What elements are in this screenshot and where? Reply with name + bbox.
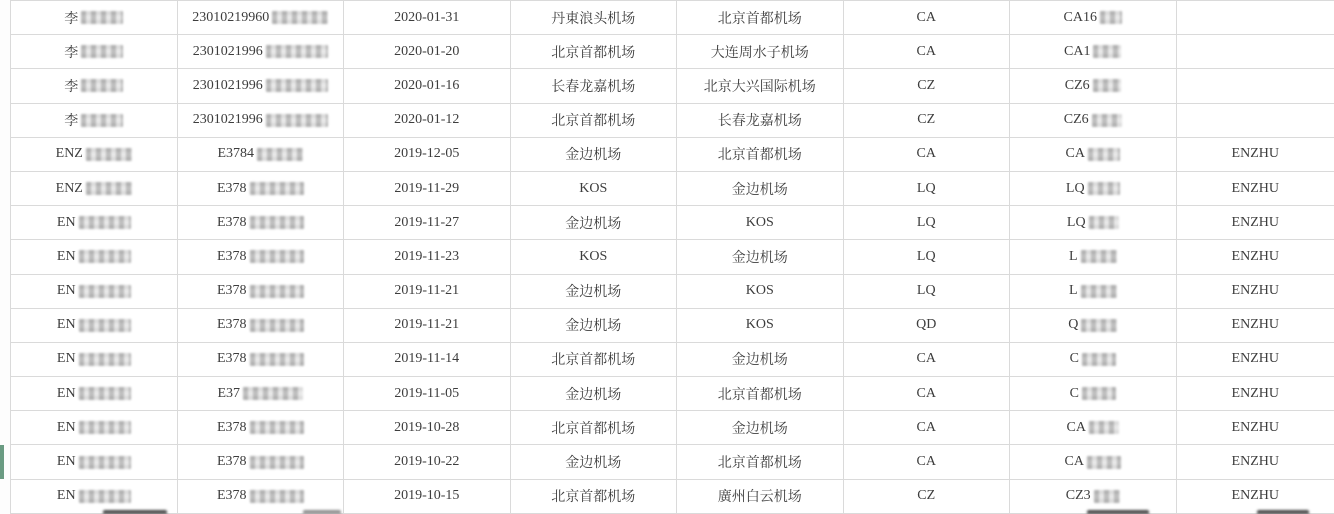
redacted-blur-patch bbox=[81, 11, 123, 24]
cell-flight-number[interactable] bbox=[1010, 1, 1177, 35]
redacted-blur-patch bbox=[1088, 182, 1120, 195]
cell-passenger-english-name[interactable]: ENZHU bbox=[1177, 411, 1334, 445]
visible-text-prefix: ENZ bbox=[55, 146, 83, 162]
redacted-blur-patch bbox=[1082, 353, 1116, 366]
redacted-blur-patch bbox=[81, 114, 123, 127]
redacted-blur-patch bbox=[79, 285, 131, 298]
cell-flight-date[interactable]: 2019-10-22 bbox=[344, 445, 511, 479]
cell-flight-date[interactable]: 2019-11-29 bbox=[344, 172, 511, 206]
redacted-blur-patch bbox=[250, 182, 304, 195]
visible-text-prefix: CA bbox=[1065, 146, 1085, 162]
visible-text-prefix: EN bbox=[56, 248, 76, 264]
cell-flight-date[interactable]: 2020-01-31 bbox=[344, 1, 511, 35]
cell-document-number[interactable] bbox=[178, 377, 345, 411]
redacted-blur-patch bbox=[86, 182, 132, 195]
partial-next-row-redaction bbox=[103, 510, 167, 514]
cell-document-number[interactable] bbox=[178, 69, 345, 103]
cell-arrival-airport[interactable]: 北京大兴国际机场 bbox=[677, 69, 844, 103]
cell-passenger-name[interactable] bbox=[11, 411, 178, 445]
cell-airline-code[interactable]: CZ bbox=[844, 104, 1011, 138]
visible-text-prefix: CA1 bbox=[1064, 43, 1091, 59]
visible-text-prefix: 李 bbox=[64, 45, 79, 61]
cell-flight-number[interactable] bbox=[1010, 104, 1177, 138]
cell-flight-date[interactable]: 2020-01-16 bbox=[344, 69, 511, 103]
visible-text-prefix: LQ bbox=[1065, 180, 1085, 196]
cell-departure-airport[interactable]: 金边机场 bbox=[511, 138, 678, 172]
redacted-blur-patch bbox=[1093, 79, 1121, 92]
visible-text-prefix: EN bbox=[56, 214, 76, 230]
cell-airline-code[interactable]: CA bbox=[844, 35, 1011, 69]
redacted-blur-patch bbox=[250, 285, 304, 298]
cell-flight-date[interactable]: 2019-10-28 bbox=[344, 411, 511, 445]
redacted-blur-patch bbox=[79, 456, 131, 469]
cell-flight-date[interactable]: 2019-11-14 bbox=[344, 343, 511, 377]
redacted-blur-patch bbox=[79, 490, 131, 503]
cell-departure-airport[interactable]: 丹東浪头机场 bbox=[511, 1, 678, 35]
visible-text-prefix: E378 bbox=[216, 317, 247, 333]
cell-arrival-airport[interactable]: KOS bbox=[677, 206, 844, 240]
cell-departure-airport[interactable]: 金边机场 bbox=[511, 275, 678, 309]
redacted-blur-patch bbox=[250, 250, 304, 263]
cell-passenger-name[interactable] bbox=[11, 1, 178, 35]
redacted-blur-patch bbox=[79, 216, 131, 229]
visible-text-prefix: 李 bbox=[64, 11, 79, 27]
cell-arrival-airport[interactable]: 北京首都机场 bbox=[677, 445, 844, 479]
partial-next-row-redaction bbox=[303, 510, 341, 514]
cell-arrival-airport[interactable]: KOS bbox=[677, 309, 844, 343]
redacted-blur-patch bbox=[79, 421, 131, 434]
cell-flight-number[interactable] bbox=[1010, 240, 1177, 274]
redacted-blur-patch bbox=[79, 250, 131, 263]
cell-passenger-name[interactable] bbox=[11, 172, 178, 206]
cell-flight-date[interactable]: 2019-10-15 bbox=[344, 480, 511, 514]
cell-arrival-airport[interactable]: 金边机场 bbox=[677, 240, 844, 274]
visible-text-prefix: EN bbox=[56, 283, 76, 299]
cell-passenger-name[interactable] bbox=[11, 343, 178, 377]
cell-departure-airport[interactable]: 北京首都机场 bbox=[511, 343, 678, 377]
visible-text-prefix: Q bbox=[1068, 317, 1079, 333]
cell-passenger-english-name[interactable]: ENZHU bbox=[1177, 480, 1334, 514]
visible-text-prefix: E378 bbox=[216, 454, 247, 470]
redacted-blur-patch bbox=[79, 353, 131, 366]
redacted-blur-patch bbox=[250, 456, 304, 469]
redacted-blur-patch bbox=[1089, 216, 1119, 229]
redacted-blur-patch bbox=[1094, 490, 1120, 503]
cell-departure-airport[interactable]: 长春龙嘉机场 bbox=[511, 69, 678, 103]
visible-text-prefix: 2301021996 bbox=[192, 112, 263, 128]
redacted-blur-patch bbox=[250, 319, 304, 332]
cell-document-number[interactable] bbox=[178, 35, 345, 69]
visible-text-prefix: ENZ bbox=[55, 180, 83, 196]
cell-airline-code[interactable]: CA bbox=[844, 411, 1011, 445]
cell-document-number[interactable] bbox=[178, 445, 345, 479]
visible-text-prefix: EN bbox=[56, 317, 76, 333]
cell-passenger-name[interactable] bbox=[11, 240, 178, 274]
redacted-blur-patch bbox=[250, 490, 304, 503]
visible-text-prefix: L bbox=[1068, 283, 1078, 299]
cell-flight-number[interactable] bbox=[1010, 343, 1177, 377]
cell-passenger-name[interactable] bbox=[11, 445, 178, 479]
visible-text-prefix: C bbox=[1069, 385, 1079, 401]
redacted-blur-patch bbox=[81, 45, 123, 58]
cell-document-number[interactable] bbox=[178, 138, 345, 172]
selected-row-marker bbox=[0, 445, 4, 479]
redacted-blur-patch bbox=[1088, 148, 1120, 161]
cell-flight-number[interactable] bbox=[1010, 138, 1177, 172]
cell-arrival-airport[interactable]: 大连周水子机场 bbox=[677, 35, 844, 69]
visible-text-prefix: E378 bbox=[216, 488, 247, 504]
cell-airline-code[interactable]: CZ bbox=[844, 480, 1011, 514]
cell-flight-date[interactable]: 2019-11-21 bbox=[344, 309, 511, 343]
visible-text-prefix: CZ6 bbox=[1064, 77, 1090, 93]
cell-flight-date[interactable]: 2019-11-05 bbox=[344, 377, 511, 411]
cell-passenger-english-name[interactable]: ENZHU bbox=[1177, 445, 1334, 479]
visible-text-prefix: EN bbox=[56, 454, 76, 470]
cell-arrival-airport[interactable]: 北京首都机场 bbox=[677, 1, 844, 35]
cell-document-number[interactable] bbox=[178, 172, 345, 206]
cell-airline-code[interactable]: CA bbox=[844, 138, 1011, 172]
cell-passenger-name[interactable] bbox=[11, 480, 178, 514]
cell-arrival-airport[interactable]: 金边机场 bbox=[677, 411, 844, 445]
cell-flight-number[interactable] bbox=[1010, 377, 1177, 411]
cell-departure-airport[interactable]: 北京首都机场 bbox=[511, 35, 678, 69]
cell-airline-code[interactable]: LQ bbox=[844, 172, 1011, 206]
cell-document-number[interactable] bbox=[178, 240, 345, 274]
visible-text-prefix: CA bbox=[1064, 454, 1084, 470]
visible-text-prefix: E37 bbox=[217, 385, 241, 401]
cell-arrival-airport[interactable]: 金边机场 bbox=[677, 172, 844, 206]
cell-airline-code[interactable]: CA bbox=[844, 343, 1011, 377]
cell-departure-airport[interactable]: KOS bbox=[511, 240, 678, 274]
redacted-blur-patch bbox=[1093, 45, 1121, 58]
cell-flight-number[interactable] bbox=[1010, 480, 1177, 514]
redacted-blur-patch bbox=[1081, 250, 1117, 263]
cell-flight-number[interactable] bbox=[1010, 309, 1177, 343]
cell-document-number[interactable] bbox=[178, 411, 345, 445]
visible-text-prefix: LQ bbox=[1066, 214, 1086, 230]
cell-passenger-english-name[interactable]: ENZHU bbox=[1177, 138, 1334, 172]
cell-departure-airport[interactable]: 金边机场 bbox=[511, 206, 678, 240]
cell-flight-date[interactable]: 2020-01-12 bbox=[344, 104, 511, 138]
cell-airline-code[interactable]: CA bbox=[844, 377, 1011, 411]
cell-flight-number[interactable] bbox=[1010, 275, 1177, 309]
cell-document-number[interactable] bbox=[178, 206, 345, 240]
visible-text-prefix: 李 bbox=[64, 79, 79, 95]
cell-airline-code[interactable]: LQ bbox=[844, 275, 1011, 309]
redacted-blur-patch bbox=[1089, 421, 1119, 434]
cell-departure-airport[interactable]: KOS bbox=[511, 172, 678, 206]
cell-passenger-english-name[interactable] bbox=[1177, 1, 1334, 35]
visible-text-prefix: E378 bbox=[216, 351, 247, 367]
cell-passenger-english-name[interactable]: ENZHU bbox=[1177, 275, 1334, 309]
cell-arrival-airport[interactable]: 金边机场 bbox=[677, 343, 844, 377]
visible-text-prefix: CZ6 bbox=[1063, 112, 1089, 128]
visible-text-prefix: CA bbox=[1066, 419, 1086, 435]
cell-passenger-name[interactable] bbox=[11, 104, 178, 138]
cell-document-number[interactable] bbox=[178, 343, 345, 377]
cell-airline-code[interactable]: QD bbox=[844, 309, 1011, 343]
cell-passenger-english-name[interactable]: ENZHU bbox=[1177, 240, 1334, 274]
redacted-blur-patch bbox=[250, 216, 304, 229]
redacted-blur-patch bbox=[1081, 319, 1117, 332]
redacted-blur-patch bbox=[81, 79, 123, 92]
visible-text-prefix: 2301021996 bbox=[192, 43, 263, 59]
redacted-blur-patch bbox=[266, 79, 328, 92]
cell-flight-number[interactable] bbox=[1010, 411, 1177, 445]
visible-text-prefix: E378 bbox=[216, 248, 247, 264]
cell-arrival-airport[interactable]: 北京首都机场 bbox=[677, 377, 844, 411]
cell-airline-code[interactable]: LQ bbox=[844, 206, 1011, 240]
redacted-blur-patch bbox=[1100, 11, 1122, 24]
cell-flight-date[interactable]: 2019-11-21 bbox=[344, 275, 511, 309]
visible-text-prefix: C bbox=[1069, 351, 1079, 367]
cell-passenger-english-name[interactable] bbox=[1177, 69, 1334, 103]
cell-flight-number[interactable] bbox=[1010, 206, 1177, 240]
cell-departure-airport[interactable]: 金边机场 bbox=[511, 309, 678, 343]
cell-flight-date[interactable]: 2019-11-27 bbox=[344, 206, 511, 240]
visible-text-prefix: E378 bbox=[216, 283, 247, 299]
redacted-blur-patch bbox=[243, 387, 303, 400]
redacted-blur-patch bbox=[1082, 387, 1116, 400]
visible-text-prefix: EN bbox=[56, 385, 76, 401]
redacted-blur-patch bbox=[79, 319, 131, 332]
redacted-blur-patch bbox=[272, 11, 328, 24]
cell-passenger-name[interactable] bbox=[11, 69, 178, 103]
cell-passenger-english-name[interactable]: ENZHU bbox=[1177, 377, 1334, 411]
cell-passenger-name[interactable] bbox=[11, 138, 178, 172]
cell-airline-code[interactable]: LQ bbox=[844, 240, 1011, 274]
visible-text-prefix: 2301021996 bbox=[192, 77, 263, 93]
cell-departure-airport[interactable]: 金边机场 bbox=[511, 377, 678, 411]
cell-document-number[interactable] bbox=[178, 309, 345, 343]
records-grid bbox=[10, 0, 1334, 514]
partial-next-row-redaction bbox=[1087, 510, 1149, 514]
partial-next-row-redaction bbox=[1257, 510, 1309, 514]
cell-passenger-name[interactable] bbox=[11, 206, 178, 240]
cell-flight-number[interactable] bbox=[1010, 445, 1177, 479]
visible-text-prefix: E378 bbox=[216, 180, 247, 196]
visible-text-prefix: 23010219960 bbox=[192, 9, 270, 25]
redacted-blur-patch bbox=[266, 114, 328, 127]
visible-text-prefix: E378 bbox=[216, 214, 247, 230]
cell-airline-code[interactable]: CA bbox=[844, 445, 1011, 479]
cell-passenger-name[interactable] bbox=[11, 275, 178, 309]
cell-passenger-english-name[interactable]: ENZHU bbox=[1177, 206, 1334, 240]
visible-text-prefix: E3784 bbox=[217, 146, 255, 162]
cell-flight-date[interactable]: 2020-01-20 bbox=[344, 35, 511, 69]
visible-text-prefix: EN bbox=[56, 351, 76, 367]
cell-document-number[interactable] bbox=[178, 275, 345, 309]
cell-flight-number[interactable] bbox=[1010, 172, 1177, 206]
cell-passenger-english-name[interactable]: ENZHU bbox=[1177, 343, 1334, 377]
cell-document-number[interactable] bbox=[178, 104, 345, 138]
cell-document-number[interactable] bbox=[178, 480, 345, 514]
redacted-blur-patch bbox=[1092, 114, 1122, 127]
redacted-blur-patch bbox=[250, 421, 304, 434]
cell-arrival-airport[interactable]: KOS bbox=[677, 275, 844, 309]
cell-document-number[interactable] bbox=[178, 1, 345, 35]
cell-flight-date[interactable]: 2019-12-05 bbox=[344, 138, 511, 172]
cell-arrival-airport[interactable]: 长春龙嘉机场 bbox=[677, 104, 844, 138]
cell-arrival-airport[interactable]: 北京首都机场 bbox=[677, 138, 844, 172]
visible-text-prefix: CZ3 bbox=[1065, 488, 1091, 504]
visible-text-prefix: E378 bbox=[216, 419, 247, 435]
cell-departure-airport[interactable]: 金边机场 bbox=[511, 445, 678, 479]
redacted-blur-patch bbox=[79, 387, 131, 400]
visible-text-prefix: CA16 bbox=[1063, 9, 1097, 25]
redacted-blur-patch bbox=[257, 148, 303, 161]
cell-departure-airport[interactable]: 北京首都机场 bbox=[511, 411, 678, 445]
visible-text-prefix: EN bbox=[56, 488, 76, 504]
cell-flight-number[interactable] bbox=[1010, 69, 1177, 103]
cell-airline-code[interactable]: CA bbox=[844, 1, 1011, 35]
cell-passenger-english-name[interactable] bbox=[1177, 104, 1334, 138]
cell-passenger-name[interactable] bbox=[11, 35, 178, 69]
cell-arrival-airport[interactable]: 廣州白云机场 bbox=[677, 480, 844, 514]
redacted-blur-patch bbox=[1081, 285, 1117, 298]
cell-departure-airport[interactable]: 北京首都机场 bbox=[511, 480, 678, 514]
visible-text-prefix: 李 bbox=[64, 114, 79, 130]
cell-flight-number[interactable] bbox=[1010, 35, 1177, 69]
cell-flight-date[interactable]: 2019-11-23 bbox=[344, 240, 511, 274]
visible-text-prefix: EN bbox=[56, 419, 76, 435]
cell-passenger-english-name[interactable]: ENZHU bbox=[1177, 309, 1334, 343]
redacted-blur-patch bbox=[266, 45, 328, 58]
redacted-blur-patch bbox=[1087, 456, 1121, 469]
cell-airline-code[interactable]: CZ bbox=[844, 69, 1011, 103]
cell-passenger-name[interactable] bbox=[11, 309, 178, 343]
redacted-blur-patch bbox=[250, 353, 304, 366]
visible-text-prefix: L bbox=[1068, 248, 1078, 264]
redacted-blur-patch bbox=[86, 148, 132, 161]
cell-departure-airport[interactable]: 北京首都机场 bbox=[511, 104, 678, 138]
cell-passenger-english-name[interactable]: ENZHU bbox=[1177, 172, 1334, 206]
cell-passenger-name[interactable] bbox=[11, 377, 178, 411]
cell-passenger-english-name[interactable] bbox=[1177, 35, 1334, 69]
